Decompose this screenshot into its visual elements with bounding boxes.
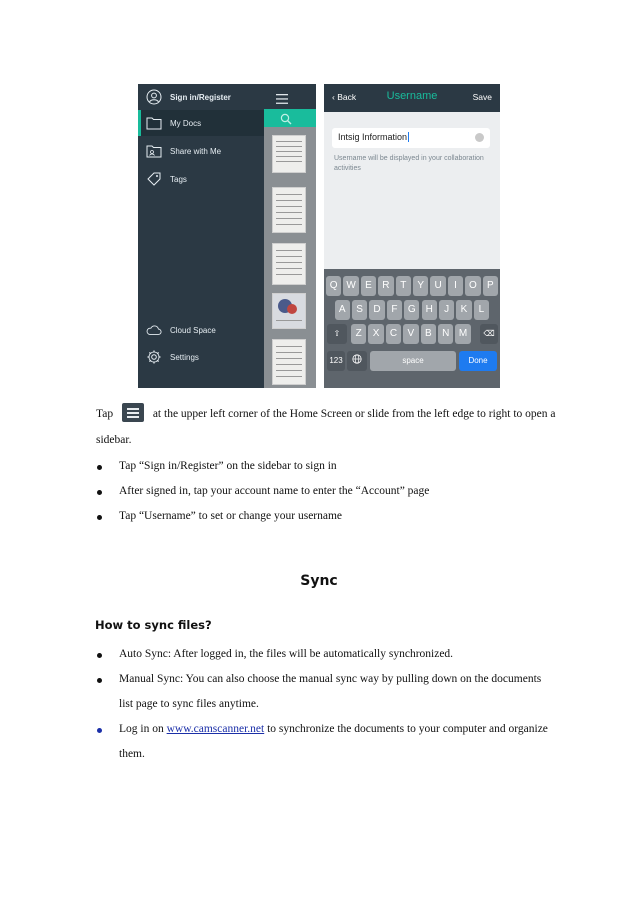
key-w[interactable]: W bbox=[343, 276, 358, 296]
key-f[interactable]: F bbox=[387, 300, 402, 320]
bullet bbox=[97, 728, 102, 733]
list-item: Tap “Sign in/Register” on the sidebar to sign in bbox=[119, 460, 337, 472]
backspace-key[interactable] bbox=[480, 324, 498, 344]
key-d[interactable]: D bbox=[369, 300, 384, 320]
document-thumbnail-strip bbox=[264, 127, 316, 388]
subsection-heading: How to sync files? bbox=[95, 618, 212, 632]
key-q[interactable]: Q bbox=[326, 276, 341, 296]
user-circle-icon bbox=[146, 89, 162, 105]
sidebar-item-cloud-space[interactable] bbox=[138, 317, 264, 343]
key-k[interactable]: K bbox=[456, 300, 471, 320]
list-item: After signed in, tap your account name to enter the “Account” page bbox=[119, 485, 430, 497]
username-screenshot bbox=[324, 84, 500, 388]
sidebar-item-label: My Docs bbox=[170, 118, 202, 128]
done-key[interactable]: Done bbox=[459, 351, 497, 371]
sidebar-item-label: Tags bbox=[170, 174, 187, 184]
page-title: Username bbox=[386, 90, 438, 102]
key-m[interactable]: M bbox=[455, 324, 470, 344]
document-thumbnail[interactable] bbox=[272, 339, 306, 385]
sidebar-item-label: Cloud Space bbox=[170, 325, 216, 335]
key-i[interactable]: I bbox=[448, 276, 463, 296]
save-button[interactable]: Save bbox=[472, 92, 492, 102]
sidebar-item-label: Settings bbox=[170, 352, 199, 362]
chevron-left-icon: ‹ bbox=[332, 92, 335, 102]
sidebar-item-share-with-me[interactable] bbox=[138, 138, 264, 164]
key-r[interactable]: R bbox=[378, 276, 393, 296]
navigation-bar bbox=[324, 84, 500, 112]
key-o[interactable]: O bbox=[465, 276, 480, 296]
list-item: Manual Sync: You can also choose the manual sync way by pulling down on the documents bbox=[119, 673, 542, 685]
list-item: Auto Sync: After logged in, the files will be automatically synchronized. bbox=[119, 648, 454, 660]
hamburger-menu-icon[interactable] bbox=[276, 91, 288, 101]
shift-key[interactable] bbox=[327, 324, 347, 344]
document-thumbnail[interactable] bbox=[272, 293, 306, 329]
sidebar-item-tags[interactable] bbox=[138, 166, 264, 192]
key-v[interactable]: V bbox=[403, 324, 418, 344]
key-h[interactable]: H bbox=[422, 300, 437, 320]
sidebar-panel bbox=[138, 84, 264, 388]
search-bar[interactable] bbox=[264, 109, 316, 127]
globe-icon bbox=[352, 356, 362, 365]
folder-icon bbox=[146, 115, 162, 131]
section-heading: Sync bbox=[300, 573, 338, 589]
shift-arrow-icon: ⇧ bbox=[333, 329, 341, 338]
document-thumbnail[interactable] bbox=[272, 135, 306, 173]
key-c[interactable]: C bbox=[386, 324, 401, 344]
key-l[interactable]: L bbox=[474, 300, 489, 320]
camscanner-link[interactable]: www.camscanner.net bbox=[166, 723, 265, 735]
key-b[interactable]: B bbox=[421, 324, 436, 344]
key-p[interactable]: P bbox=[483, 276, 498, 296]
backspace-icon: ⌫ bbox=[483, 329, 495, 338]
sidebar-item-label: Sign in/Register bbox=[170, 92, 231, 102]
shared-folder-icon bbox=[146, 143, 162, 159]
username-value: Intsig Information bbox=[338, 132, 408, 142]
bullet bbox=[97, 465, 102, 470]
username-hint: Username will be displayed in your collaboration activities bbox=[334, 155, 484, 172]
keyboard bbox=[324, 269, 500, 388]
tag-icon bbox=[146, 171, 162, 187]
key-a[interactable]: A bbox=[335, 300, 350, 320]
numbers-key[interactable]: 123 bbox=[327, 351, 345, 371]
sidebar-item-settings[interactable] bbox=[138, 344, 264, 370]
intro-continuation: sidebar. bbox=[96, 434, 132, 446]
key-z[interactable]: Z bbox=[351, 324, 366, 344]
gear-icon bbox=[146, 349, 162, 365]
key-j[interactable]: J bbox=[439, 300, 454, 320]
back-button[interactable]: ‹ Back bbox=[332, 92, 357, 102]
sidebar-item-sign-in[interactable] bbox=[138, 84, 264, 110]
menu-icon bbox=[122, 403, 144, 422]
key-y[interactable]: Y bbox=[413, 276, 428, 296]
sidebar-screenshot bbox=[138, 84, 316, 388]
bullet bbox=[97, 653, 102, 658]
doc-list-header bbox=[264, 84, 316, 109]
cloud-icon bbox=[146, 322, 162, 338]
key-g[interactable]: G bbox=[404, 300, 419, 320]
clear-icon[interactable] bbox=[475, 133, 484, 142]
key-t[interactable]: T bbox=[396, 276, 411, 296]
key-u[interactable]: U bbox=[430, 276, 445, 296]
key-n[interactable]: N bbox=[438, 324, 453, 344]
intro-line: Tap at the upper left corner of the Home Screen or slide from the left edge to right to open a bbox=[96, 403, 556, 422]
bullet bbox=[97, 515, 102, 520]
key-s[interactable]: S bbox=[352, 300, 367, 320]
list-item-continuation: them. bbox=[119, 748, 145, 760]
globe-key[interactable] bbox=[347, 351, 367, 371]
bullet bbox=[97, 490, 102, 495]
document-thumbnail[interactable] bbox=[272, 187, 306, 233]
list-item: Tap “Username” to set or change your username bbox=[119, 510, 343, 522]
bullet bbox=[97, 678, 102, 683]
list-item: Log in on www.camscanner.net to synchronize the documents to your computer and organize bbox=[119, 723, 548, 735]
key-e[interactable]: E bbox=[361, 276, 376, 296]
sidebar-item-label: Share with Me bbox=[170, 146, 222, 156]
document-thumbnail[interactable] bbox=[272, 243, 306, 285]
username-input[interactable] bbox=[332, 128, 490, 148]
space-key[interactable]: space bbox=[370, 351, 456, 371]
key-x[interactable]: X bbox=[368, 324, 383, 344]
sidebar-item-my-docs[interactable] bbox=[138, 110, 264, 136]
list-item-continuation: list page to sync files anytime. bbox=[119, 698, 259, 710]
